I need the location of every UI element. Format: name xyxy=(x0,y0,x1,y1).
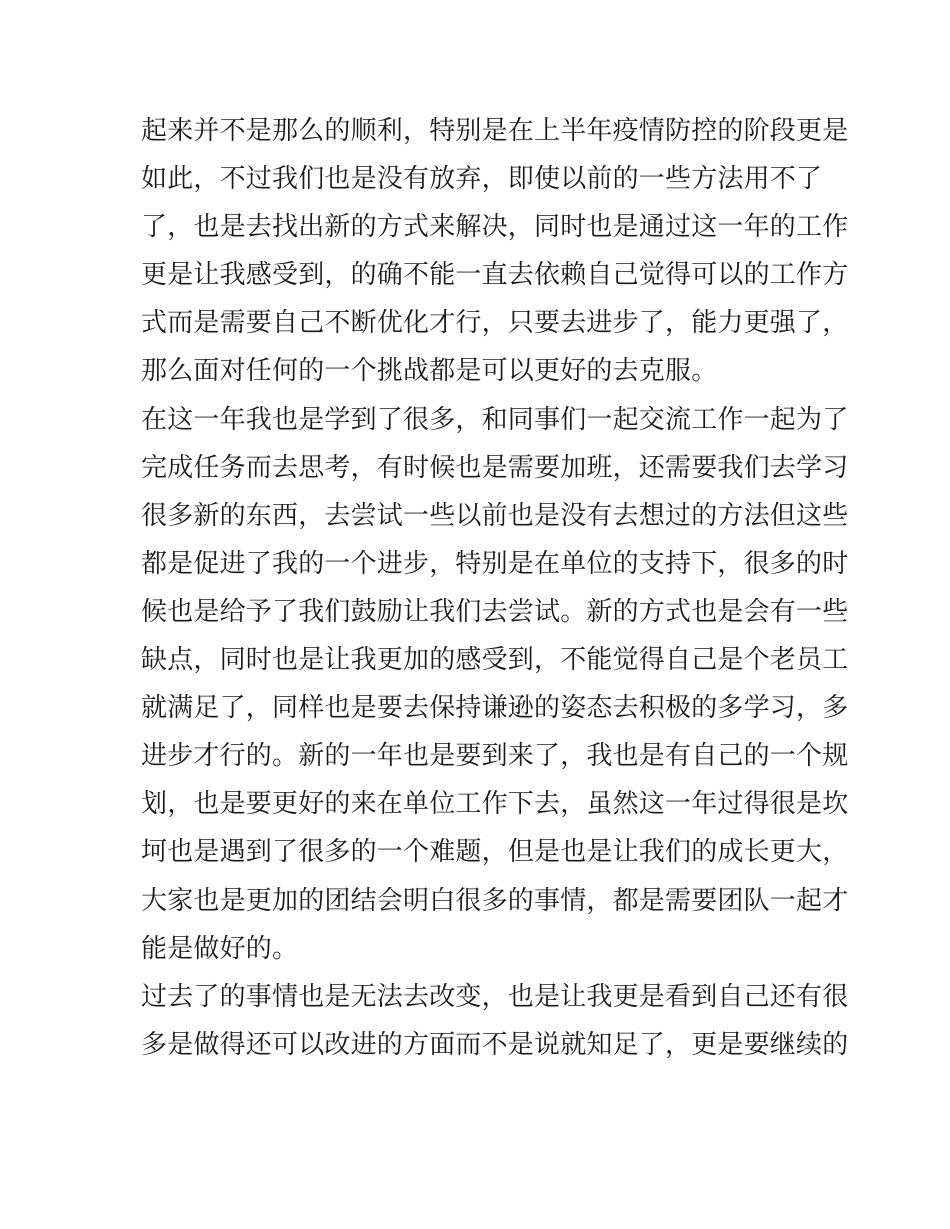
text-line: 就满足了，同样也是要去保持谦逊的姿态去积极的多学习，多 xyxy=(141,693,849,724)
text-line: 如此，不过我们也是没有放弃，即使以前的一些方法用不了 xyxy=(141,164,823,195)
text-line: 缺点，同时也是让我更加的感受到，不能觉得自己是个老员工 xyxy=(141,645,849,676)
text-line: 候也是给予了我们鼓励让我们去尝试。新的方式也是会有一些 xyxy=(141,596,849,627)
text-line: 那么面对任何的一个挑战都是可以更好的去克服。 xyxy=(141,356,718,387)
text-line: 起来并不是那么的顺利，特别是在上半年疫情防控的阶段更是 xyxy=(141,116,849,146)
text-line: 更是让我感受到，的确不能一直去依赖自己觉得可以的工作方 xyxy=(141,260,849,291)
text-line: 划，也是要更好的来在单位工作下去，虽然这一年过得很是坎 xyxy=(141,789,849,820)
text-line: 坷也是遇到了很多的一个难题，但是也是让我们的成长更大， xyxy=(141,837,849,868)
text-line: 在这一年我也是学到了很多，和同事们一起交流工作一起为了 xyxy=(141,404,849,435)
text-line: 进步才行的。新的一年也是要到来了，我也是有自己的一个规 xyxy=(141,741,849,772)
text-line: 很多新的东西，去尝试一些以前也是没有去想过的方法但这些 xyxy=(141,500,849,531)
text-line: 过去了的事情也是无法去改变，也是让我更是看到自己还有很 xyxy=(141,981,849,1012)
text-line: 能是做好的。 xyxy=(141,933,299,964)
text-line: 都是促进了我的一个进步，特别是在单位的支持下，很多的时 xyxy=(141,548,849,579)
text-line: 多是做得还可以改进的方面而不是说就知足了，更是要继续的 xyxy=(141,1029,849,1060)
text-line: 了，也是去找出新的方式来解决，同时也是通过这一年的工作 xyxy=(141,212,849,243)
document-body xyxy=(141,107,849,1069)
text-line: 完成任务而去思考，有时候也是需要加班，还需要我们去学习 xyxy=(141,452,849,483)
text-line: 式而是需要自己不断优化才行，只要去进步了，能力更强了， xyxy=(141,308,849,339)
text-line: 大家也是更加的团结会明白很多的事情，都是需要团队一起才 xyxy=(141,885,849,916)
